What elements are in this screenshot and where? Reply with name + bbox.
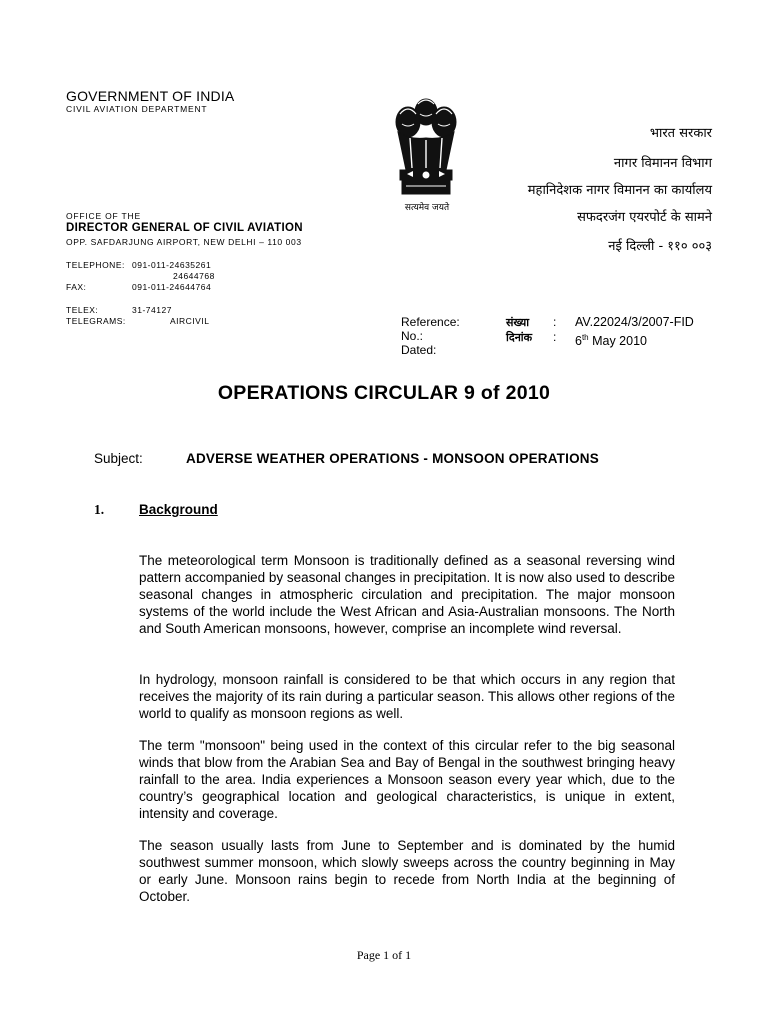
- national-emblem-icon: [382, 94, 470, 212]
- subject-text: ADVERSE WEATHER OPERATIONS - MONSOON OPERATIONS: [186, 451, 599, 466]
- telex-label: TELEX:: [66, 305, 99, 315]
- colon: :: [553, 330, 557, 344]
- reference-values: [575, 315, 694, 349]
- hindi-government: भारत सरकार: [649, 126, 712, 141]
- office-of-label: OFFICE OF THE: [66, 211, 141, 221]
- date-day: 6: [575, 334, 582, 349]
- government-title: GOVERNMENT OF INDIA: [66, 88, 235, 104]
- number-label: No.:: [401, 329, 424, 343]
- reference-colons: [553, 315, 556, 345]
- section-title: Background: [139, 502, 218, 517]
- telegrams-label: TELEGRAMS:: [66, 316, 126, 326]
- date-month-year: May 2010: [588, 334, 647, 349]
- reference-number: AV.22024/3/2007-FID: [575, 315, 694, 329]
- section-number: 1.: [94, 502, 105, 517]
- reference-date: [575, 330, 694, 349]
- emblem-motto: सत्यमेव जयते: [404, 203, 450, 213]
- hindi-date-label: दिनांक: [506, 331, 533, 344]
- paragraph: The meteorological term Monsoon is traditionally defined as a seasonal reversing wind pattern accompanied by seasonal changes in precipitation. It is now also used to describe seasonal changes in atmospheric circulation and precipitation. The major monsoon systems of the world include the West African and Asia-Australian monsoons. The North and South American monsoons, however, comprise an incomplete wind reversal.: [139, 553, 675, 636]
- hindi-city: नई दिल्ली - ११० ००३: [608, 239, 712, 254]
- subject-label: Subject:: [94, 451, 143, 466]
- telegrams-address: AIRCIVIL: [170, 316, 210, 326]
- telephone-label: TELEPHONE:: [66, 260, 125, 270]
- hindi-address: सफदरजंग एयरपोर्ट के सामने: [577, 210, 712, 225]
- telephone-number-2: 24644768: [173, 271, 215, 281]
- office-address: OPP. SAFDARJUNG AIRPORT, NEW DELHI – 110 003: [66, 237, 302, 247]
- fax-number: 091-011-24644764: [132, 282, 212, 292]
- hindi-office: महानिदेशक नागर विमानन का कार्यालय: [527, 183, 712, 198]
- hindi-department: नागर विमानन विभाग: [613, 156, 712, 171]
- paragraph: The term "monsoon" being used in the context of this circular refer to the big seasonal winds that blow from the Arabian Sea and Bay of Bengal in the southwest bringing heavy rainfall to the area. India experiences a Monsoon season every year which, due to the country’s geographical location and geological characteristics, is unique in extent, intensity and coverage.: [139, 738, 675, 821]
- director-general-heading: DIRECTOR GENERAL OF CIVIL AVIATION: [66, 222, 303, 234]
- reference-labels: [401, 315, 460, 357]
- colon: :: [553, 315, 557, 329]
- paragraph: In hydrology, monsoon rainfall is considered to be that which occurs in any region that receives the majority of its rain during a particular season. This allows other regions of the world to qualify as monsoon regions as well.: [139, 672, 675, 721]
- date-suffix: th: [581, 333, 589, 342]
- telephone-number-1: 091-011-24635261: [132, 260, 212, 270]
- hindi-number-label: संख्या: [506, 316, 530, 329]
- reference-label: Reference:: [401, 315, 460, 329]
- fax-label: FAX:: [66, 282, 87, 292]
- circular-title: OPERATIONS CIRCULAR 9 of 2010: [217, 382, 551, 404]
- reference-hindi-labels: [506, 315, 532, 345]
- page-number: Page 1 of 1: [356, 948, 412, 962]
- paragraph: The season usually lasts from June to September and is dominated by the humid southwest summer monsoon, which slowly sweeps across the country beginning in May or early June. Monsoon rains begin to recede from North India at the beginning of October.: [139, 838, 675, 904]
- telex-number: 31-74127: [132, 305, 172, 315]
- department-name: CIVIL AVIATION DEPARTMENT: [66, 104, 208, 114]
- dated-label: Dated:: [401, 343, 437, 357]
